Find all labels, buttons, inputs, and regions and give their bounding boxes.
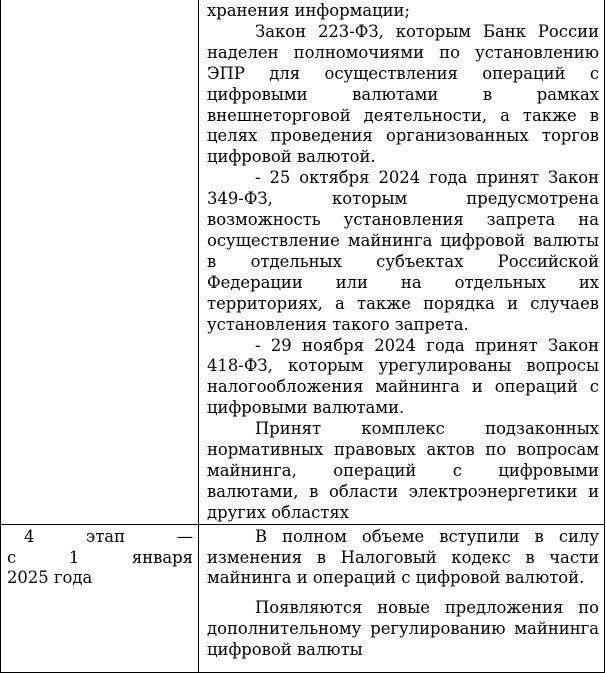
stage-year-line: 2025 года bbox=[7, 568, 93, 588]
stage-date-line bbox=[7, 548, 193, 569]
paragraph: хранения информации; bbox=[207, 1, 411, 20]
description-cell bbox=[199, 524, 605, 672]
table-row bbox=[1, 524, 605, 672]
stage-cell bbox=[1, 524, 199, 672]
description-cell bbox=[199, 0, 605, 524]
stage-word: 1 bbox=[68, 547, 80, 567]
paragraph: Принят комплекс подзаконных нормативных правовых актов по вопросам майнинга, операций с цифровыми валютами, в области электроэнергетики и других областях bbox=[207, 419, 599, 522]
table-row bbox=[1, 0, 605, 524]
stage-cell bbox=[1, 0, 199, 524]
stage-word: — bbox=[176, 526, 193, 546]
stage-label-line bbox=[7, 527, 193, 548]
paragraph: - 29 ноября 2024 года принят Закон 418-ФЗ, которым урегулированы вопросы налогообложения майнинга и операций с цифровыми валютами. bbox=[207, 335, 599, 418]
stage-word: этап bbox=[86, 526, 125, 546]
paragraph: Появляются новые предложения по дополнительному регулированию майнинга цифровой валюты bbox=[207, 598, 599, 660]
stage-word: 4 bbox=[24, 526, 35, 546]
paragraph: В полном объеме вступили в силу изменения в Налоговый кодекс в части майнинга и операций с цифровой валютой. bbox=[207, 526, 599, 588]
stage-word: с bbox=[7, 547, 17, 567]
stage-word: января bbox=[131, 547, 193, 567]
paragraph: Закон 223-ФЗ, которым Банк России наделен полномочиями по установлению ЭПР для осуществления операций с цифровыми валютами в рамках внешнеторговой деятельности, а также в целях проведения организованных торгов цифровой валютой. bbox=[207, 21, 599, 167]
paragraph: - 25 октября 2024 года принят Закон 349-ФЗ, которым предусмотрена возможность установления запрета на осуществление майнинга цифровой валюты в отдельных субъектах Российской Федерации или на отдельных их территориях, а также порядка и случаев установления такого запрета. bbox=[207, 168, 599, 334]
